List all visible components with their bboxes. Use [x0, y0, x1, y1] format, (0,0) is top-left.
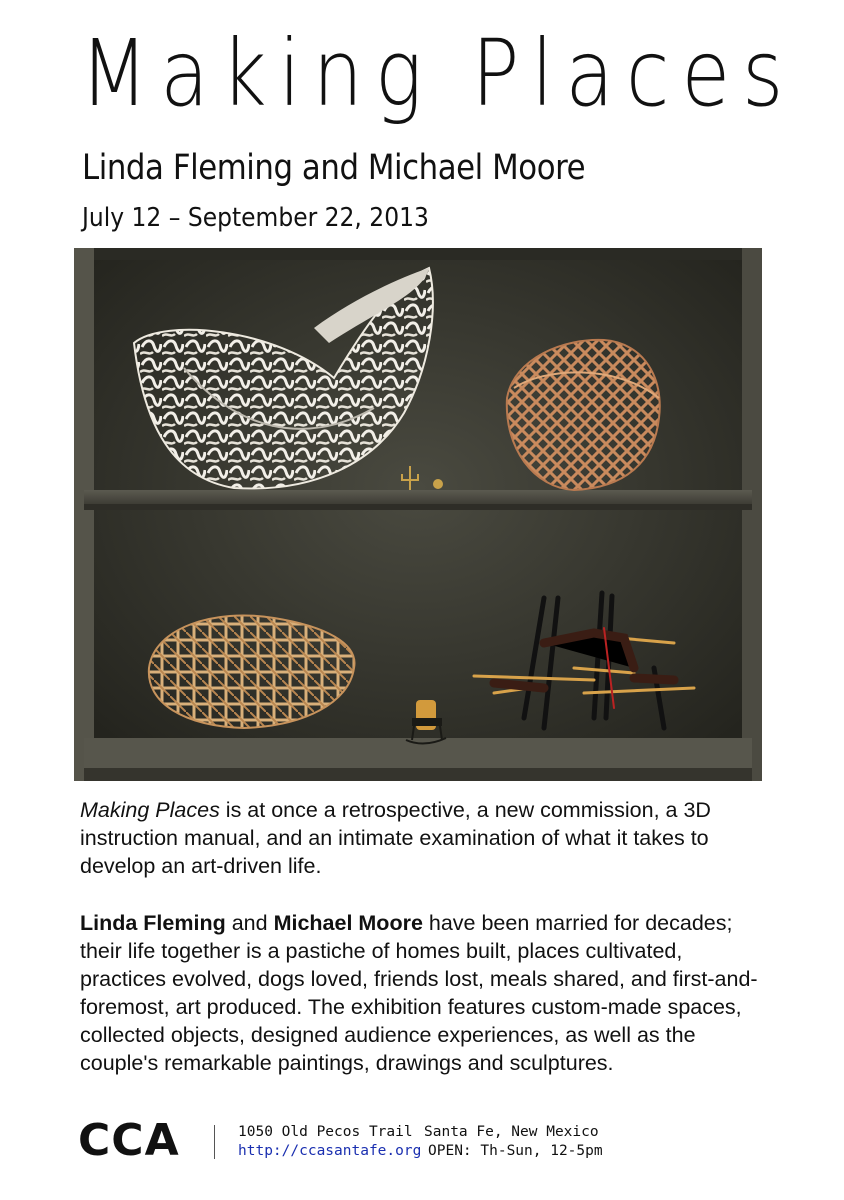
intro-title-italic: Making Places — [80, 798, 220, 822]
lattice-bowl-upper — [507, 340, 660, 490]
cca-logo: CCA — [78, 1115, 180, 1166]
website-link[interactable]: http://ccasantafe.org — [238, 1143, 422, 1159]
artist-name-2: Michael Moore — [273, 911, 423, 935]
artwork-photo — [74, 248, 762, 781]
city-state: Santa Fe, New Mexico — [424, 1124, 599, 1140]
footer-divider — [214, 1125, 215, 1159]
artists-text: have been married for decades; their life together is a pastiche of homes built, places cultivated, practices evolved, dogs loved, friends lost, meals shared, and first-and-foremost, art produced. The exhibition features custom-made spaces, collected objects, designed audience experiences, as well as the couple's remarkable paintings, drawings and sculptures. — [80, 911, 758, 1075]
artist-name-1: Linda Fleming — [80, 911, 226, 935]
intro-text: is at once a retrospective, a new commission, a 3D instruction manual, and an intimate examination of what it takes to develop an art-driven life. — [80, 798, 711, 878]
exhibition-dates: July 12 – September 22, 2013 — [82, 203, 429, 233]
artists-paragraph — [80, 909, 760, 1077]
exhibition-title: Making Places — [80, 20, 796, 127]
street-address: 1050 Old Pecos Trail — [238, 1124, 413, 1140]
artists-heading: Linda Fleming and Michael Moore — [82, 148, 586, 188]
intro-paragraph — [80, 796, 760, 880]
artists-and: and — [225, 911, 274, 935]
opening-hours: OPEN: Th-Sun, 12-5pm — [428, 1143, 603, 1159]
